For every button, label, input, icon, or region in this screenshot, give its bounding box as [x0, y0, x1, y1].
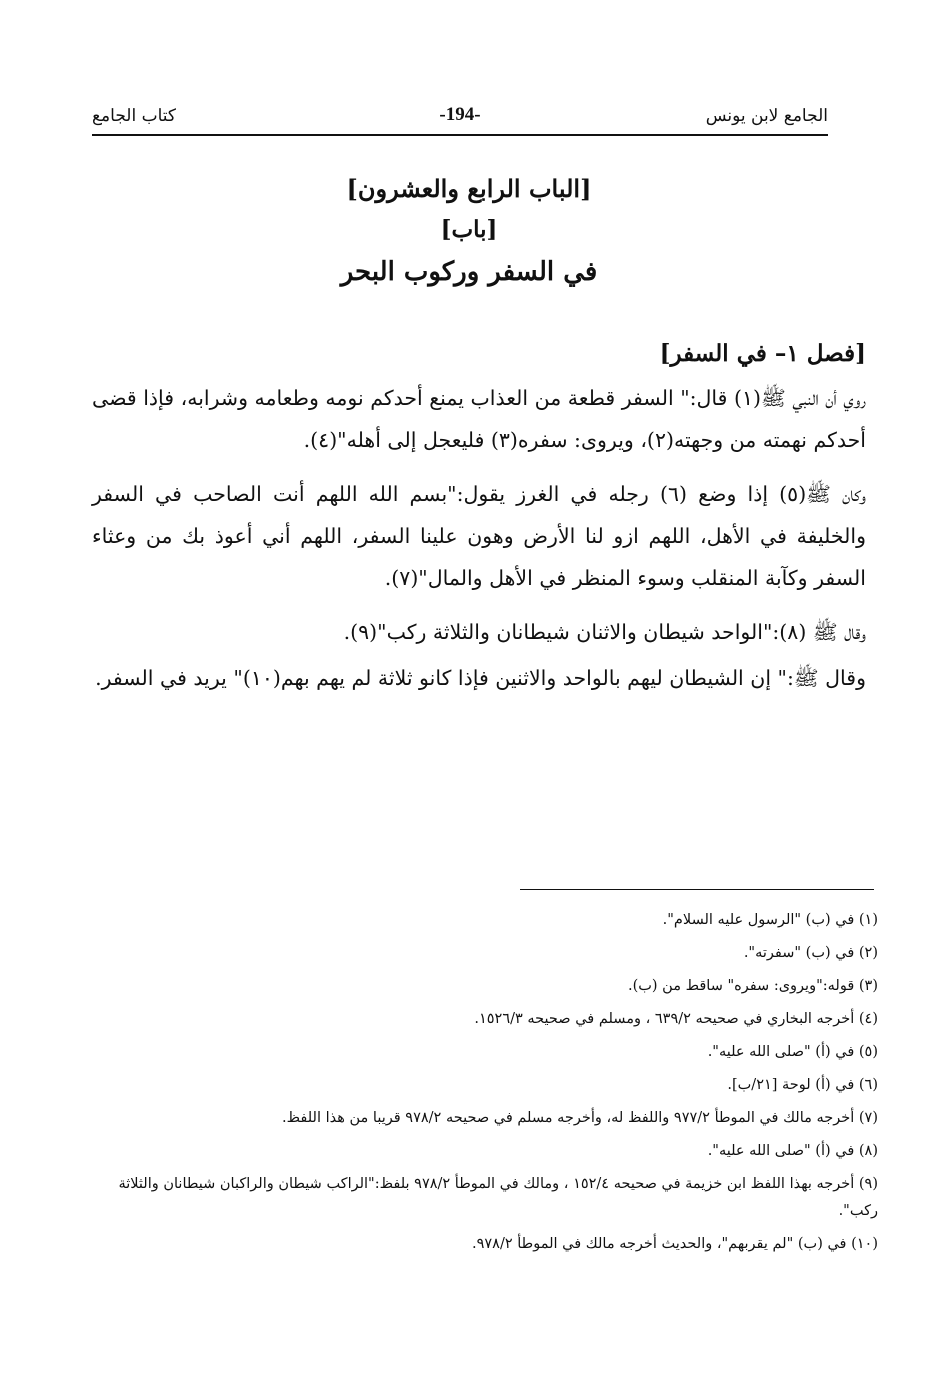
footnotes — [92, 904, 878, 1261]
header-divider — [92, 134, 828, 136]
footnote-divider — [520, 889, 874, 890]
chapter-title: [الباب الرابع والعشرون] — [346, 174, 592, 203]
paragraph-4: وقال ﷺ:" إن الشيطان ليهم بالواحد والاثنين فإذا كانو ثلاثة لم يهم بهم(١٠)" يريد في السفر. — [95, 666, 866, 690]
section-title: [فصل ١– في السفر] — [659, 340, 866, 367]
footnote-6: (٦) في (أ) لوحة [٢١/ب]. — [727, 1077, 878, 1093]
footnote-8: (٨) في (أ) "صلى الله عليه". — [707, 1143, 878, 1159]
paragraph-1: روي أن النبي ﷺ(١) قال:" السفر قطعة من العذاب يمنع أحدكم نومه وطعامه وشرابه، فإذا قضى أحدكم نهمته من وجهته(٢)، ويروى: سفره(٣) فليعجل إلى أهله"(٤). — [92, 386, 866, 452]
bab-title: [باب] — [440, 216, 498, 243]
paragraph-3: وقال ﷺ (٨):"الواحد شيطان والاثنان شيطانان والثلاثة ركب"(٩). — [343, 620, 866, 644]
footnote-2: (٢) في (ب) "سفرته". — [743, 945, 878, 961]
footnote-10: (١٠) في (ب) "لم يقربهم"، والحديث أخرجه مالك في الموطأ ٩٧٨/٢. — [471, 1236, 878, 1252]
main-text — [92, 340, 866, 711]
paragraph-2: وكان ﷺ(٥) إذا وضع (٦) رجله في الغرز يقول:"بسم الله اللهم أنت الصاحب في السفر والخليفة في الأهل، اللهم ازو لنا الأرض وهون علينا السفر، اللهم أني أعوذ بك من وعثاء السفر وكآبة المنقلب وسوء المنظر في الأهل والمال"(٧). — [92, 482, 866, 590]
header-book-title: الجامع لابن يونس — [705, 106, 828, 126]
chapter-headings — [120, 168, 818, 294]
header-section-title: كتاب الجامع — [92, 106, 177, 126]
footnote-5: (٥) في (أ) "صلى الله عليه". — [707, 1044, 878, 1060]
footnote-1: (١) في (ب) "الرسول عليه السلام". — [662, 912, 878, 928]
footnote-3: (٣) قوله:"ويروى: سفره" ساقط من (ب). — [627, 978, 878, 994]
running-header — [92, 102, 828, 136]
footnote-4: (٤) أخرجه البخاري في صحيحه ٦٣٩/٢ ، ومسلم في صحيحه ١٥٢٦/٣. — [474, 1011, 878, 1027]
footnote-9: (٩) أخرجه بهذا اللفظ ابن خزيمة في صحيحه ١٥٢/٤ ، ومالك في الموطأ ٩٧٨/٢ بلفظ:"الراكب شيطان والراكبان شيطانان والثلاثة ركب". — [118, 1176, 878, 1219]
topic-title: في السفر وركوب البحر — [340, 257, 598, 287]
footnote-7: (٧) أخرجه مالك في الموطأ ٩٧٧/٢ واللفظ له، وأخرجه مسلم في صحيحه ٩٧٨/٢ قريبا من هذا اللفظ. — [282, 1110, 878, 1126]
page-number: -194- — [439, 104, 481, 125]
